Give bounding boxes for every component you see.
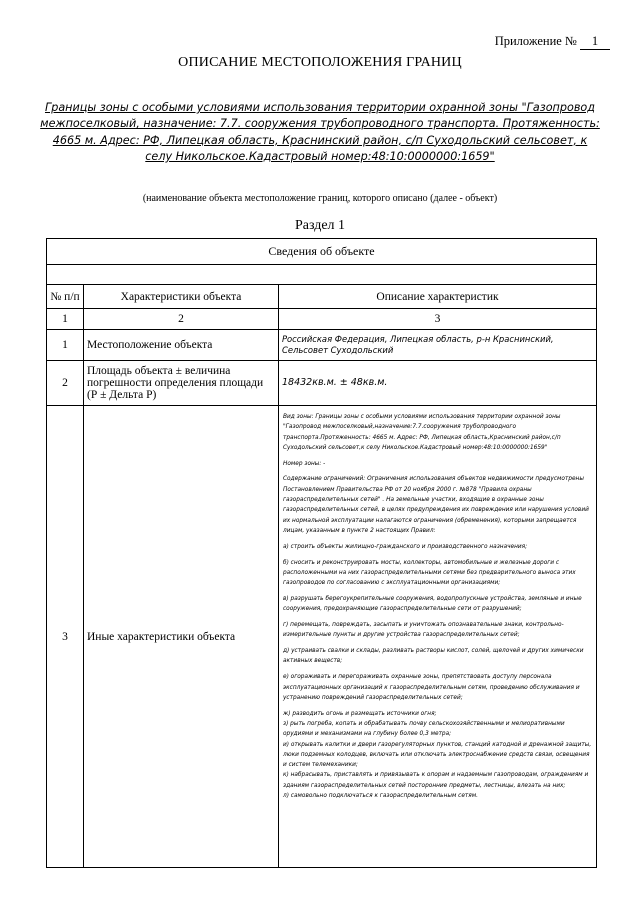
description-paragraph: г) перемещать, повреждать, засыпать и уничтожать опознавательные знаки, контрольно-измерительные пункты и другие устройства газораспределительных сетей;: [283, 622, 564, 639]
row-description: [279, 406, 597, 868]
column-header-description: Описание характеристик: [279, 285, 597, 309]
row-characteristic: Площадь объекта ± величина погрешности определения площади (Р ± Дельта Р): [84, 361, 279, 406]
column-number-1: 1: [47, 309, 84, 330]
column-header-num: № п/п: [47, 285, 84, 309]
page-title: ОПИСАНИЕ МЕСТОПОЛОЖЕНИЯ ГРАНИЦ: [178, 55, 462, 70]
description-paragraph: Содержание ограничений: Ограничения использования объектов недвижимости предусмотрены Постановлением Правительства РФ от 20 ноября 2000 г. №878 "Правила охраны газораспределительных сетей" . На земельные участки, входящие в охранные зоны газораспределительных сетей, в целях предупреждения их повреждения или нарушения условий их нормальной эксплуатации налагаются ограничения (обременения), которыми запрещается лицам, указанным в пункте 2 настоящих Правил:: [283, 476, 589, 534]
description-paragraph: а) строить объекты жилищно-гражданского и производственного назначения;: [283, 543, 528, 550]
row-number: 1: [47, 330, 84, 361]
column-header-characteristic: Характеристики объекта: [84, 285, 279, 309]
section-title: Раздел 1: [294, 218, 346, 233]
description-paragraph: Вид зоны: Границы зоны с особыми условиями использования территории охранной зоны "Газопровод межпоселковый,назначение:7.7.сооружения трубопроводного транспорта.Протяженность: 4665 м. Адрес: РФ, Липецкая область,Краснинский район,с/п Суходольский сельсовет,к селу Никольское.Кадастровый номер:48:10:0000000:1659": [283, 414, 561, 451]
description-paragraph: б) сносить и реконструировать мосты, коллекторы, автомобильные и железные дороги с расположенными на них газораспределительными сетями без предварительного выноса этих газопроводов по согласованию с эксплуатационными организациями;: [283, 559, 576, 587]
appendix-number: 1: [580, 34, 610, 50]
description-paragraph: в) разрушать берегоукрепительные сооружения, водопропускные устройства, земляные и иные сооружения, предохраняющие газораспределительные сети от разрушений;: [283, 595, 582, 613]
row-characteristic: Местоположение объекта: [84, 330, 279, 361]
description-paragraph: и) открывать калитки и двери газорегуляторных пунктов, станций катодной и дренажной защиты, люки подземных колодцев, включать или отключать электроснабжение средств связи, освещения и систем телемеханики;: [283, 741, 592, 769]
row-description: 18432кв.м. ± 48кв.м.: [279, 361, 597, 406]
row-number: 2: [47, 361, 84, 406]
description-paragraph: е) огораживать и перегораживать охранные зоны, препятствовать доступу персонала эксплуатационных организаций к газораспределительным сетям, проведению обслуживания и устранению повреждений газораспределительных сетей;: [283, 674, 580, 701]
empty-row: [47, 265, 597, 285]
description-paragraph: з) рыть погреба, копать и обрабатывать почву сельскохозяйственными и мелиоративными орудиями и механизмами на глубину более 0,3 метра;: [283, 720, 565, 738]
appendix-label: [495, 34, 610, 50]
table-caption: Сведения об объекте: [47, 239, 597, 265]
row-description: Российская Федерация, Липецкая область, р-н Краснинский, Сельсовет Суходольский: [279, 330, 597, 361]
appendix-label-text: Приложение №: [494, 34, 577, 48]
description-paragraph: Номер зоны: -: [283, 460, 326, 467]
row-characteristic: Иные характеристики объекта: [84, 406, 279, 868]
object-name-note: (наименование объекта местоположение границ, которого описано (далее - объект): [142, 193, 498, 204]
table-row: [47, 406, 597, 868]
object-info-table: [46, 238, 597, 868]
object-name: Границы зоны с особыми условиями использования территории охранной зоны "Газопровод межпоселковый, назначение: 7.7. сооружения трубопроводного транспорта. Протяженность: 4665 м. Адрес: РФ, Липецкая область, Краснинский район, с/п Суходольский сельсовет, к селу Никольское.Кадастровый номер:48:10:0000000:1659": [40, 101, 600, 163]
row-number: 3: [47, 406, 84, 868]
description-paragraph: л) самовольно подключаться к газораспределительным сетям.: [283, 793, 479, 799]
description-paragraph: ж) разводить огонь и размещать источники огня;: [283, 710, 437, 717]
table-row: [47, 330, 597, 361]
column-number-3: 3: [279, 309, 597, 330]
column-number-2: 2: [84, 309, 279, 330]
description-paragraph: к) набрасывать, приставлять и привязывать к опорам и надземным газопроводам, ограждениям и зданиям газораспределительных сетей посторонние предметы, лестницы, влезать на них;: [283, 772, 589, 789]
description-paragraph: д) устраивать свалки и склады, разливать растворы кислот, солей, щелочей и других химически активных веществ;: [283, 648, 584, 665]
table-row: [47, 361, 597, 406]
